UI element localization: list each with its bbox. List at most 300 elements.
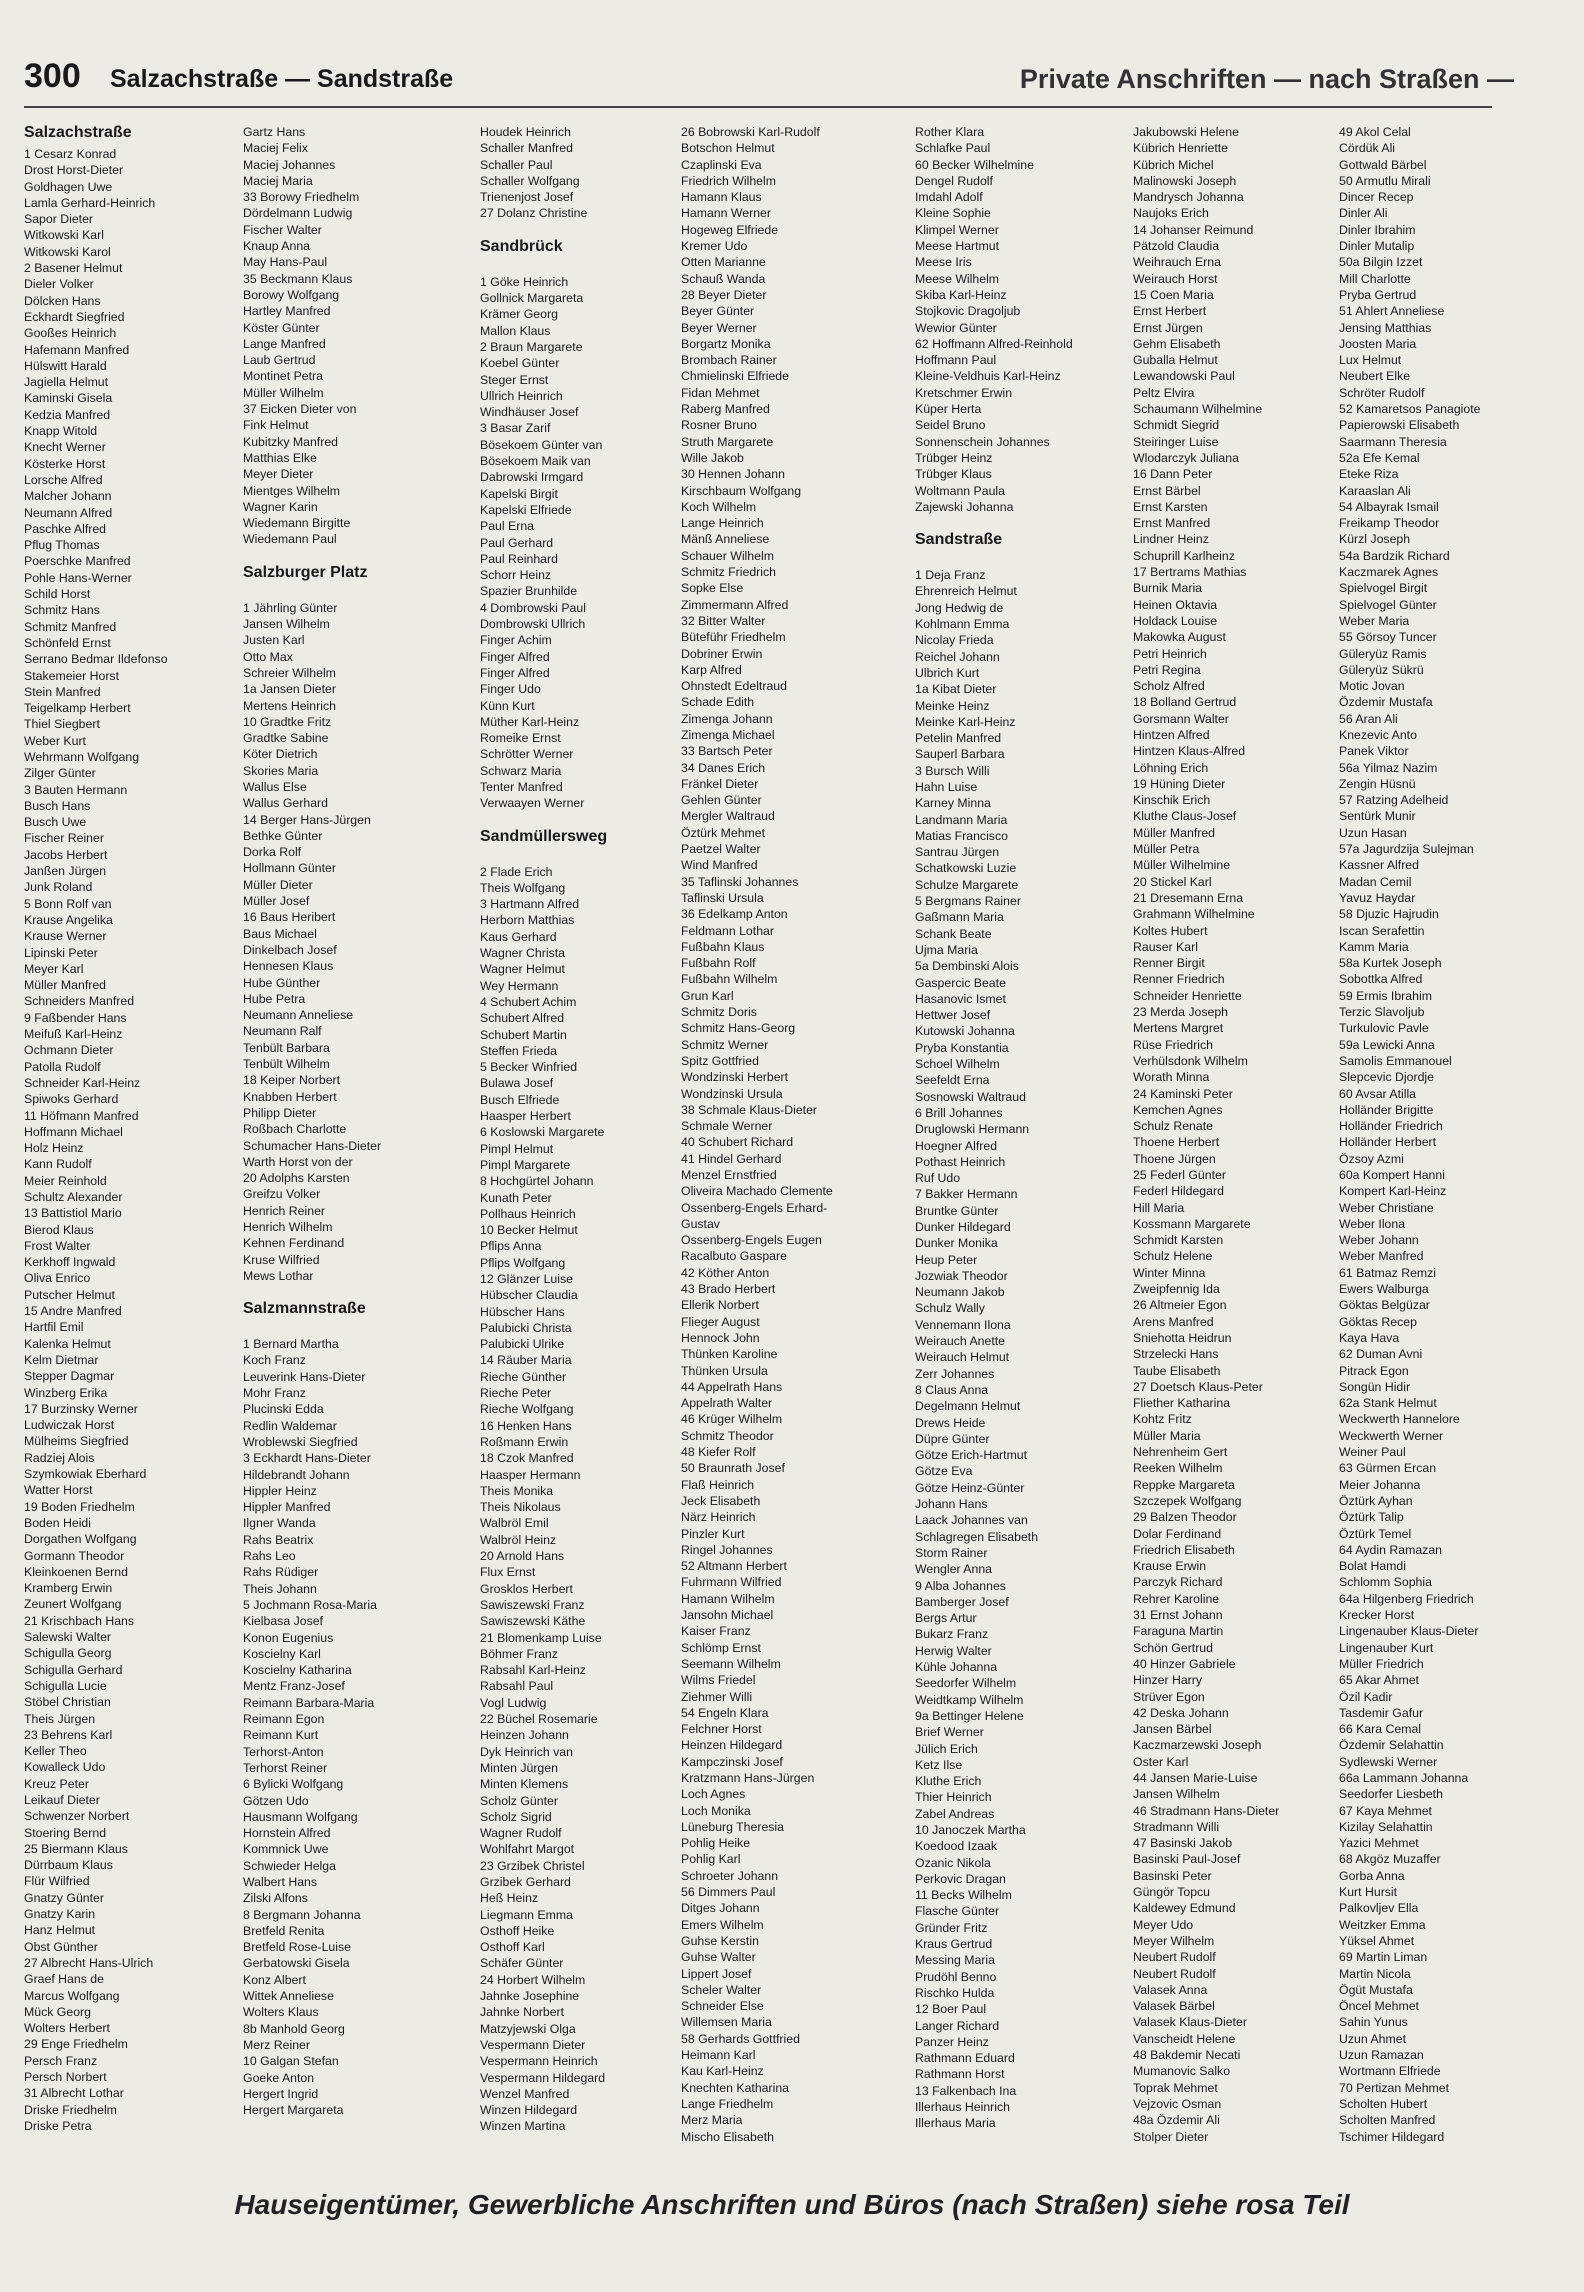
resident-entry: Weckwerth Werner	[1339, 1428, 1444, 1443]
resident-entry: Ossenberg-Engels Erhard-	[681, 1200, 828, 1215]
resident-entry: 20 Stickel Karl	[1133, 874, 1212, 889]
resident-entry: Driske Petra	[24, 2118, 92, 2133]
resident-entry: Messing Maria	[915, 1953, 995, 1968]
resident-entry: Basinski Paul-Josef	[1133, 1852, 1241, 1867]
resident-entry: Pflug Thomas	[24, 538, 100, 553]
resident-entry: 22 Büchel Rosemarie	[480, 1712, 598, 1727]
resident-entry: Ringel Johannes	[681, 1542, 773, 1557]
resident-entry: Thiel Siegbert	[24, 717, 100, 732]
resident-entry: Nehrenheim Gert	[1133, 1445, 1228, 1460]
resident-entry: 34 Danes Erich	[681, 760, 766, 775]
resident-entry: Peltz Elvira	[1133, 385, 1195, 400]
resident-entry: Pätzold Claudia	[1133, 239, 1220, 254]
resident-entry: Malinowski Joseph	[1133, 173, 1237, 188]
resident-entry: Köter Dietrich	[243, 747, 318, 762]
resident-entry: Kaiser Franz	[681, 1624, 751, 1639]
resident-entry: 14 Räuber Maria	[480, 1353, 572, 1368]
resident-entry: Thier Heinrich	[915, 1790, 992, 1805]
resident-entry: Klimpel Werner	[915, 222, 999, 237]
resident-entry: Zimenga Johann	[681, 711, 773, 726]
resident-entry: 50a Bilgin Izzet	[1339, 255, 1423, 270]
resident-entry: Dolar Ferdinand	[1133, 1526, 1222, 1541]
resident-entry: Raberg Manfred	[681, 402, 770, 417]
resident-entry: Dürrbaum Klaus	[24, 1858, 113, 1873]
resident-entry: Bukarz Franz	[915, 1627, 989, 1642]
resident-entry: Müller Dieter	[243, 877, 313, 892]
resident-entry: 8b Manhold Georg	[243, 2021, 345, 2036]
resident-entry: Maciej Johannes	[243, 157, 336, 172]
resident-entry: Meyer Wilhelm	[1133, 1933, 1215, 1948]
resident-entry: Weber Maria	[1339, 613, 1410, 628]
directory-column	[915, 124, 1127, 2132]
resident-entry: Holländer Friedrich	[1339, 1119, 1443, 1134]
resident-entry: Dengel Rudolf	[915, 173, 993, 188]
resident-entry: Leuverink Hans-Dieter	[243, 1369, 366, 1384]
resident-entry: 58a Kurtek Joseph	[1339, 956, 1442, 971]
resident-entry: Tenbült Wilhelm	[243, 1057, 330, 1072]
resident-entry: Bösekoem Maik van	[480, 454, 591, 469]
resident-entry: 23 Merda Joseph	[1133, 1005, 1229, 1020]
resident-entry: Neumann Ralf	[243, 1024, 322, 1039]
resident-entry: Fränkel Dieter	[681, 776, 759, 791]
resident-entry: Basinski Peter	[1133, 1868, 1212, 1883]
resident-entry: Kampczinski Josef	[681, 1754, 783, 1769]
resident-entry: Taflinski Ursula	[681, 890, 764, 905]
resident-entry: Bethke Günter	[243, 828, 323, 843]
resident-entry: 59 Ermis Ibrahim	[1339, 988, 1432, 1003]
resident-entry: Konz Albert	[243, 1972, 306, 1987]
resident-entry: Guhse Walter	[681, 1950, 756, 1965]
resident-entry: Krause Erwin	[1133, 1559, 1207, 1574]
resident-entry: 52 Kamaretsos Panagiote	[1339, 402, 1481, 417]
resident-entry: Kurt Hursit	[1339, 1885, 1398, 1900]
resident-entry: Trübger Klaus	[915, 467, 992, 482]
resident-entry: Zilger Günter	[24, 766, 96, 781]
page-header	[24, 56, 1514, 102]
resident-entry: Sonnenschein Johannes	[915, 434, 1050, 449]
resident-entry: Goeke Anton	[243, 2070, 315, 2085]
resident-entry: Neubert Elke	[1339, 369, 1411, 384]
resident-entry: Gottwald Bärbel	[1339, 157, 1427, 172]
resident-entry: 46 Stradmann Hans-Dieter	[1133, 1803, 1280, 1818]
resident-entry: 69 Martin Liman	[1339, 1950, 1428, 1965]
resident-entry: Winzen Hildegard	[480, 2103, 578, 2118]
resident-entry: Fink Helmut	[243, 418, 309, 433]
resident-entry: Winter Minna	[1133, 1265, 1206, 1280]
resident-entry: Hübscher Hans	[480, 1304, 565, 1319]
resident-entry: 17 Bertrams Mathias	[1133, 565, 1247, 580]
resident-entry: Mohr Franz	[243, 1386, 306, 1401]
resident-entry: Bretfeld Renita	[243, 1923, 325, 1938]
resident-entry: Schmidt Karsten	[1133, 1233, 1224, 1248]
resident-entry: Busch Hans	[24, 798, 91, 813]
resident-entry: 68 Akgöz Muzaffer	[1339, 1852, 1441, 1867]
resident-entry: Paul Reinhard	[480, 551, 558, 566]
resident-entry: 59a Lewicki Anna	[1339, 1037, 1435, 1052]
resident-entry: Walbert Hans	[243, 1874, 318, 1889]
resident-entry: Lange Heinrich	[681, 516, 764, 531]
resident-entry: Weirauch Horst	[1133, 271, 1218, 286]
resident-entry: Keller Theo	[24, 1744, 87, 1759]
directory-column	[1133, 124, 1345, 2145]
resident-entry: Merz Reiner	[243, 2037, 310, 2052]
resident-entry: Hamann Wilhelm	[681, 1591, 775, 1606]
resident-entry: Öncel Mehmet	[1339, 1999, 1419, 2014]
resident-entry: Schaller Paul	[480, 157, 553, 172]
resident-entry: Holländer Brigitte	[1339, 1102, 1434, 1117]
resident-entry: Sapor Dieter	[24, 212, 94, 227]
resident-entry: Karaaslan Ali	[1339, 483, 1411, 498]
resident-entry: Wittek Anneliese	[243, 1989, 334, 2004]
resident-entry: Kübrich Michel	[1133, 157, 1214, 172]
resident-entry: Maciej Felix	[243, 141, 308, 156]
resident-entry: Mülheims Siegfried	[24, 1434, 129, 1449]
resident-entry: Schmitz Doris	[681, 1005, 757, 1020]
resident-entry: 5 Bergmans Rainer	[915, 894, 1021, 909]
resident-entry: Bierod Klaus	[24, 1222, 94, 1237]
resident-entry: 18 Bolland Gertrud	[1133, 695, 1237, 710]
resident-entry: Szymkowiak Eberhard	[24, 1467, 147, 1482]
resident-entry: Kluthe Claus-Josef	[1133, 809, 1237, 824]
street-heading: Sandbrück	[480, 237, 563, 255]
resident-entry: Rahs Rüdiger	[243, 1565, 319, 1580]
resident-entry: Dinler Ali	[1339, 206, 1388, 221]
resident-entry: 9 Alba Johannes	[915, 1578, 1006, 1593]
resident-entry: Koch Wilhelm	[681, 499, 757, 514]
resident-entry: Kelm Dietmar	[24, 1352, 99, 1367]
resident-entry: Justen Karl	[243, 633, 305, 648]
resident-entry: 32 Bitter Walter	[681, 613, 766, 628]
resident-entry: 50 Armutlu Mirali	[1339, 173, 1431, 188]
resident-entry: Kielbasa Josef	[243, 1614, 323, 1629]
resident-entry: Theis Wolfgang	[480, 880, 566, 895]
resident-entry: Hülswitt Harald	[24, 358, 107, 373]
resident-entry: Hasanovic Ismet	[915, 991, 1006, 1006]
resident-entry: Schäfer Günter	[480, 1956, 564, 1971]
resident-entry: Dinler Mutalip	[1339, 239, 1415, 254]
resident-entry: Persch Franz	[24, 2053, 98, 2068]
resident-entry: 5a Dembinski Alois	[915, 959, 1019, 974]
resident-entry: Theis Nikolaus	[480, 1500, 561, 1515]
directory-column	[243, 124, 455, 2118]
resident-entry: Schaumann Wilhelmine	[1133, 402, 1263, 417]
resident-entry: Kruse Wilfried	[243, 1252, 320, 1267]
resident-entry: Panzer Heinz	[915, 2034, 989, 2049]
resident-entry: Kreuz Peter	[24, 1776, 89, 1791]
resident-entry: Kau Karl-Heinz	[681, 2064, 764, 2079]
resident-entry: Kirschbaum Wolfgang	[681, 483, 802, 498]
resident-entry: Reimann Barbara-Maria	[243, 1695, 375, 1710]
resident-entry: Schwenzer Norbert	[24, 1809, 130, 1824]
resident-entry: Weckwerth Hannelore	[1339, 1412, 1460, 1427]
resident-entry: 54 Albayrak Ismail	[1339, 499, 1439, 514]
resident-entry: Zweipfennig Ida	[1133, 1282, 1220, 1297]
resident-entry: Vespermann Dieter	[480, 2037, 586, 2052]
resident-entry: Pohlig Heike	[681, 1836, 751, 1851]
resident-entry: Schubert Alfred	[480, 1011, 565, 1026]
resident-entry: Schreier Wilhelm	[243, 665, 336, 680]
resident-entry: Pimpl Helmut	[480, 1141, 554, 1156]
resident-entry: Rahs Leo	[243, 1549, 296, 1564]
resident-entry: Sawiszewski Franz	[480, 1597, 585, 1612]
resident-entry: Obst Günther	[24, 1939, 98, 1954]
resident-entry: Schröter Rudolf	[1339, 385, 1425, 400]
resident-entry: Martin Nicola	[1339, 1966, 1411, 1981]
resident-entry: 20 Adolphs Karsten	[243, 1171, 350, 1186]
resident-entry: Spielvogel Günter	[1339, 597, 1437, 612]
resident-entry: Tschimer Hildegard	[1339, 2129, 1445, 2144]
resident-entry: Schmitz Manfred	[24, 619, 117, 634]
resident-entry: 1 Deja Franz	[915, 568, 986, 583]
resident-entry: Ozanic Nikola	[915, 1855, 991, 1870]
resident-entry: Ernst Jürgen	[1133, 320, 1203, 335]
resident-entry: 1 Cesarz Konrad	[24, 147, 117, 161]
resident-entry: Mumanovic Salko	[1133, 2064, 1231, 2079]
directory-column	[681, 124, 893, 2145]
resident-entry: Gorsmann Walter	[1133, 711, 1229, 726]
resident-entry: Gollnick Margareta	[480, 291, 584, 306]
resident-entry: Thoene Herbert	[1133, 1135, 1220, 1150]
resident-entry: Botschon Helmut	[681, 141, 775, 156]
resident-entry: Göktas Recep	[1339, 1314, 1417, 1329]
resident-entry: Rathmann Eduard	[915, 2051, 1015, 2066]
resident-entry: Lüneburg Theresia	[681, 1819, 785, 1834]
resident-entry: Terhorst Reiner	[243, 1760, 328, 1775]
resident-entry: Spielvogel Birgit	[1339, 581, 1428, 596]
resident-entry: 33 Borowy Friedhelm	[243, 190, 360, 205]
resident-entry: Müller Friedrich	[1339, 1656, 1424, 1671]
resident-entry: Finger Udo	[480, 682, 541, 697]
resident-entry: Mill Charlotte	[1339, 271, 1411, 286]
resident-entry: Spazier Brunhilde	[480, 584, 578, 599]
resident-entry: Baus Michael	[243, 926, 317, 941]
resident-entry: 42 Deska Johann	[1133, 1705, 1229, 1720]
resident-entry: Jansen Wilhelm	[1133, 1787, 1220, 1802]
resident-entry: Haasper Hermann	[480, 1467, 581, 1482]
resident-entry: Storm Rainer	[915, 1545, 988, 1560]
resident-entry: Hoffmann Paul	[915, 353, 997, 368]
resident-entry: 70 Pertizan Mehmet	[1339, 2080, 1450, 2095]
resident-entry: Slepcevic Djordje	[1339, 1070, 1435, 1085]
resident-entry: Zeunert Wolfgang	[24, 1597, 122, 1612]
resident-entry: Palubicki Ulrike	[480, 1337, 565, 1352]
resident-entry: Sahin Yunus	[1339, 2015, 1408, 2030]
resident-entry: Schubert Martin	[480, 1027, 567, 1042]
resident-entry: Müller Josef	[243, 894, 310, 909]
resident-entry: Ketz Ilse	[915, 1757, 963, 1772]
resident-entry: Grahmann Wilhelmine	[1133, 907, 1255, 922]
resident-entry: 2 Basener Helmut	[24, 261, 123, 276]
resident-entry: Reppke Margareta	[1133, 1477, 1235, 1492]
resident-entry: Kaczmarek Agnes	[1339, 565, 1439, 580]
resident-entry: 2 Braun Margarete	[480, 339, 583, 354]
resident-entry: 35 Taflinski Johannes	[681, 874, 799, 889]
resident-entry: Schrötter Werner	[480, 747, 574, 762]
resident-entry: Hübscher Claudia	[480, 1288, 578, 1303]
resident-entry: Yavuz Haydar	[1339, 890, 1416, 905]
resident-entry: Gehm Elisabeth	[1133, 336, 1221, 351]
resident-entry: 41 Hindel Gerhard	[681, 1151, 782, 1166]
resident-entry: Winzen Martina	[480, 2119, 566, 2134]
resident-entry: Finger Alfred	[480, 665, 550, 680]
resident-entry: Szczepek Wolfgang	[1133, 1493, 1242, 1508]
resident-entry: Vanscheidt Helene	[1133, 2031, 1236, 2046]
resident-entry: Radziej Alois	[24, 1450, 95, 1465]
resident-entry: Kutowski Johanna	[915, 1024, 1015, 1039]
resident-entry: Müller Maria	[1133, 1428, 1201, 1443]
resident-entry: Krämer Georg	[480, 307, 558, 322]
resident-entry: Reimann Egon	[243, 1712, 325, 1727]
resident-entry: Götze Eva	[915, 1464, 973, 1479]
resident-entry: Schneider Else	[681, 1999, 764, 2014]
resident-entry: Thoene Jürgen	[1133, 1151, 1216, 1166]
resident-entry: Kratzmann Hans-Jürgen	[681, 1770, 815, 1785]
resident-entry: 65 Akar Ahmet	[1339, 1673, 1419, 1688]
resident-entry: Krause Angelika	[24, 912, 113, 927]
resident-entry: Frost Walter	[24, 1238, 91, 1253]
resident-entry: Ernst Herbert	[1133, 304, 1207, 319]
resident-entry: Herborn Matthias	[480, 913, 575, 928]
resident-entry: Pothast Heinrich	[915, 1154, 1006, 1169]
resident-entry: Meyer Udo	[1133, 1917, 1194, 1932]
resident-entry: Verhülsdonk Wilhelm	[1133, 1053, 1248, 1068]
resident-entry: Langer Richard	[915, 2018, 1000, 2033]
street-heading: Salzmannstraße	[243, 1300, 366, 1318]
resident-entry: Goldhagen Uwe	[24, 179, 113, 194]
resident-entry: Scholten Hubert	[1339, 2096, 1428, 2111]
resident-entry: Rieche Wolfgang	[480, 1402, 574, 1417]
resident-entry: 12 Boer Paul	[915, 2002, 987, 2017]
resident-entry: Jahnke Josephine	[480, 1989, 580, 2004]
resident-entry: 11 Becks Wilhelm	[915, 1888, 1012, 1903]
resident-entry: Guballa Helmut	[1133, 353, 1218, 368]
resident-entry: Ewers Walburga	[1339, 1282, 1429, 1297]
resident-entry: Hausmann Wolfgang	[243, 1809, 358, 1824]
resident-entry: 2 Flade Erich	[480, 864, 553, 879]
resident-entry: Schmitz Werner	[681, 1037, 769, 1052]
resident-entry: 60 Becker Wilhelmine	[915, 157, 1034, 172]
resident-entry: 24 Kaminski Peter	[1133, 1086, 1233, 1101]
resident-entry: Zilski Alfons	[243, 1891, 308, 1906]
resident-entry: Uzun Ahmet	[1339, 2031, 1406, 2046]
resident-entry: 47 Basinski Jakob	[1133, 1836, 1233, 1851]
resident-entry: Meyer Karl	[24, 961, 84, 976]
resident-entry: Minten Jürgen	[480, 1760, 558, 1775]
resident-entry: Otten Marianne	[681, 255, 766, 270]
resident-entry: Felchner Horst	[681, 1722, 762, 1737]
resident-entry: Greifzu Volker	[243, 1187, 321, 1202]
resident-entry: Knabben Herbert	[243, 1089, 337, 1104]
resident-entry: Kürzl Joseph	[1339, 532, 1411, 547]
resident-entry: Kalenka Helmut	[24, 1336, 111, 1351]
resident-entry: 48a Özdemir Ali	[1133, 2113, 1220, 2128]
resident-entry: Neumann Jakob	[915, 1285, 1005, 1300]
resident-entry: Zerr Johannes	[915, 1366, 995, 1381]
resident-entry: Ilgner Wanda	[243, 1516, 316, 1531]
resident-entry: Mück Georg	[24, 2004, 91, 2019]
resident-entry: 46 Krüger Wilhelm	[681, 1412, 783, 1427]
resident-entry: Lamla Gerhard-Heinrich	[24, 195, 156, 210]
resident-entry: 15 Coen Maria	[1133, 287, 1214, 302]
resident-entry: Hippler Heinz	[243, 1483, 317, 1498]
resident-entry: Zimmermann Alfred	[681, 597, 789, 612]
resident-entry: Jansohn Michael	[681, 1608, 774, 1623]
resident-entry: Nicolay Frieda	[915, 633, 994, 648]
resident-entry: Dunker Hildegard	[915, 1220, 1011, 1234]
resident-entry: Dyk Heinrich van	[480, 1744, 573, 1759]
resident-entry: Seidel Bruno	[915, 418, 986, 433]
resident-entry: 21 Krischbach Hans	[24, 1613, 135, 1628]
resident-entry: Schulz Helene	[1133, 1249, 1213, 1264]
resident-entry: Laub Gertrud	[243, 353, 316, 368]
resident-entry: Imdahl Adolf	[915, 190, 983, 205]
resident-entry: Hintzen Klaus-Alfred	[1133, 744, 1246, 759]
resident-entry: 33 Bartsch Peter	[681, 744, 773, 759]
resident-entry: Weber Johann	[1339, 1233, 1419, 1248]
resident-entry: Heinzen Hildegard	[681, 1738, 783, 1753]
resident-entry: Wohlfahrt Margot	[480, 1842, 575, 1857]
resident-entry: Hergert Ingrid	[243, 2086, 319, 2101]
resident-entry: Paetzel Walter	[681, 842, 761, 857]
resident-entry: Janßen Jürgen	[24, 864, 107, 879]
resident-entry: Haasper Herbert	[480, 1109, 571, 1124]
resident-entry: Weitzker Emma	[1339, 1917, 1426, 1932]
resident-entry: Motic Jovan	[1339, 679, 1405, 694]
resident-entry: Jacobs Herbert	[24, 847, 108, 862]
resident-entry: Meinke Karl-Heinz	[915, 714, 1016, 729]
resident-entry: Hergert Margareta	[243, 2103, 344, 2118]
resident-entry: Gnatzy Karin	[24, 1907, 96, 1922]
resident-entry: Scholz Alfred	[1133, 679, 1205, 694]
resident-entry: Pflips Anna	[480, 1239, 542, 1254]
resident-entry: Mertens Margret	[1133, 1021, 1224, 1036]
resident-entry: Kizilay Selahattin	[1339, 1819, 1433, 1834]
resident-entry: Lingenauber Klaus-Dieter	[1339, 1624, 1479, 1639]
resident-entry: 56a Yilmaz Nazim	[1339, 760, 1438, 775]
resident-entry: Lorsche Alfred	[24, 472, 103, 487]
resident-entry: Marcus Wolfgang	[24, 1988, 120, 2003]
resident-entry: Schank Beate	[915, 926, 992, 941]
resident-entry: Pflips Wolfgang	[480, 1255, 566, 1270]
resident-entry: Weirauch Helmut	[915, 1350, 1010, 1365]
resident-entry: Schmale Werner	[681, 1119, 773, 1134]
resident-entry: Hettwer Josef	[915, 1008, 991, 1023]
resident-entry: Kohlmann Emma	[915, 617, 1010, 632]
resident-entry: Öztürk Mehmet	[681, 825, 766, 840]
resident-entry: Lippert Josef	[681, 1966, 752, 1981]
resident-entry: Ditges Johann	[681, 1901, 760, 1916]
resident-entry: Vespermann Heinrich	[480, 2054, 598, 2069]
resident-entry: Wey Hermann	[480, 978, 559, 993]
resident-entry: Osthoff Heike	[480, 1923, 555, 1938]
resident-entry: Kraus Gertrud	[915, 1937, 993, 1952]
resident-entry: Närz Heinrich	[681, 1510, 756, 1525]
resident-entry: 29 Balzen Theodor	[1133, 1510, 1237, 1525]
resident-entry: Schwieder Helga	[243, 1858, 336, 1873]
resident-entry: Götze Erich-Hartmut	[915, 1448, 1028, 1463]
resident-entry: 9a Bettinger Helene	[915, 1708, 1024, 1723]
resident-entry: Koscielny Katharina	[243, 1663, 352, 1678]
resident-entry: 16 Dann Peter	[1133, 467, 1213, 482]
resident-entry: Liegmann Emma	[480, 1907, 573, 1922]
resident-entry: Drews Heide	[915, 1415, 986, 1430]
resident-entry: Laack Johannes van	[915, 1513, 1028, 1528]
resident-entry: Yüksel Ahmet	[1339, 1933, 1415, 1948]
resident-entry: Oliveira Machado Clemente	[681, 1184, 833, 1199]
resident-entry: Putscher Helmut	[24, 1287, 115, 1302]
resident-entry: Romeike Ernst	[480, 731, 561, 746]
resident-entry: Ossenberg-Engels Eugen	[681, 1233, 822, 1248]
